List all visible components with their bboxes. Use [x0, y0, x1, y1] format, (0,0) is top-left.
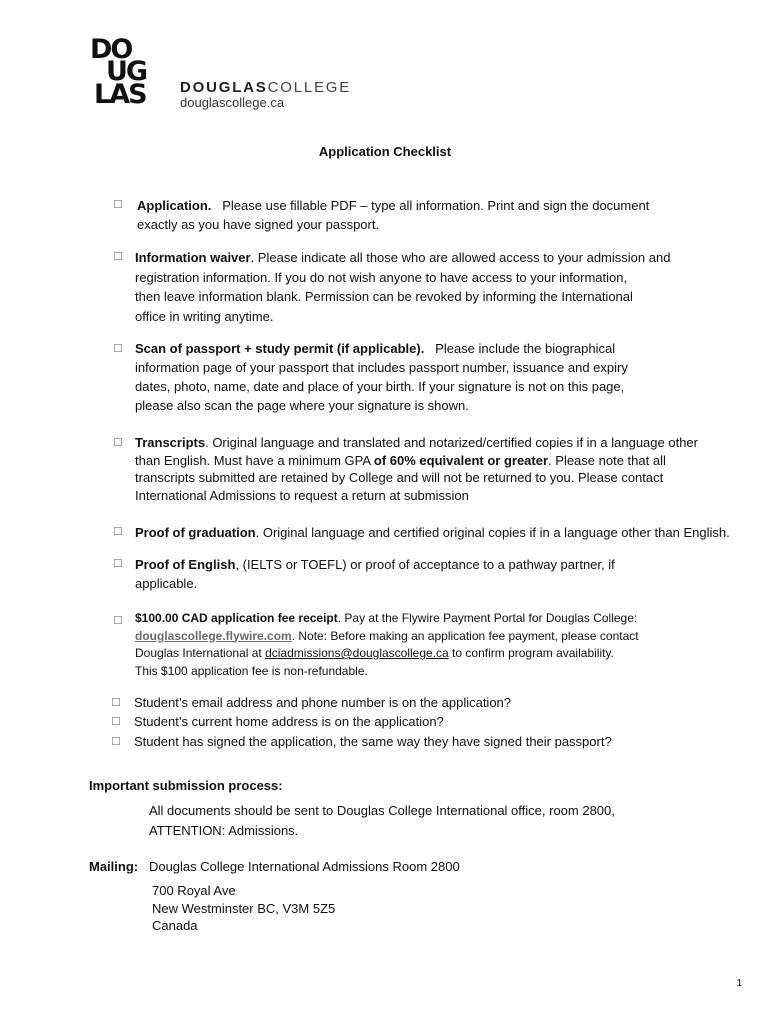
item-fee-text-3a: Douglas International at: [135, 646, 266, 660]
check-home-address: Student’s current home address is on the application?: [134, 714, 444, 729]
college-name: [180, 79, 351, 96]
mailing-address: [152, 882, 452, 935]
item-english-label: Proof of English: [135, 557, 236, 572]
item-application-label: Application.: [137, 198, 212, 213]
submission-line-1: All documents should be sent to Douglas College International office, room 2800,: [149, 803, 615, 818]
page-title: Application Checklist: [318, 144, 452, 159]
item-english-text: , (IELTS or TOEFL) or proof of acceptance to a pathway partner, if: [235, 557, 615, 572]
checkbox-check-email-phone[interactable]: ☐: [111, 696, 121, 709]
address-street: 700 Royal Ave: [152, 883, 236, 898]
mailing-label: Mailing:: [89, 859, 139, 874]
item-english: [135, 555, 695, 593]
item-transcripts-text-2c: . Please note that all: [548, 452, 666, 468]
item-fee-text-2: . Note: Before making an application fee payment, please contact: [291, 628, 639, 643]
logo-mark-line-3: LAS: [94, 79, 146, 110]
item-english-text-2: applicable.: [135, 576, 198, 591]
logo-mark-line-2: UG: [106, 56, 147, 87]
item-transcripts-text-2a: than English. Must have a minimum GPA: [135, 452, 374, 468]
item-passport-text-4: please also scan the page where your signature is shown.: [135, 398, 469, 413]
item-passport-text-2: information page of your passport that includes passport number, issuance and expiry: [135, 360, 628, 375]
item-waiver-text-3: then leave information blank. Permission can be revoked by informing the International: [135, 289, 633, 304]
item-application: [137, 196, 677, 234]
item-transcripts-text-3: transcripts submitted are retained by College and will not be returned to you. Please contact: [135, 470, 664, 485]
item-waiver-label: Information waiver: [135, 250, 251, 265]
college-logo-mark: [90, 34, 162, 110]
item-transcripts-gpa: of 60% equivalent or greater: [373, 452, 549, 468]
flywire-link[interactable]: douglascollege.flywire.com: [135, 628, 292, 643]
item-transcripts-text: . Original language and translated and notarized/certified copies if in a language other: [205, 435, 698, 450]
item-graduation: [135, 523, 750, 542]
address-country: Canada: [152, 918, 198, 933]
checkbox-check-signed[interactable]: ☐: [111, 735, 121, 748]
submission-line-2: ATTENTION: Admissions.: [149, 823, 299, 838]
item-application-text: Please use fillable PDF – type all information. Print and sign the document: [222, 198, 650, 213]
item-graduation-label: Proof of graduation: [135, 525, 256, 540]
item-passport-text: Please include the biographical: [435, 341, 616, 356]
item-fee-text-3b: to confirm program availability.: [448, 646, 614, 660]
college-url: douglascollege.ca: [180, 95, 285, 110]
admissions-email-link[interactable]: dciadmissions@douglascollege.ca: [265, 646, 449, 660]
page-number: 1: [736, 978, 742, 989]
checkbox-english[interactable]: ☐: [113, 557, 123, 570]
check-email-phone: Student’s email address and phone number is on the application?: [134, 695, 512, 710]
item-application-text-2: exactly as you have signed your passport.: [137, 217, 380, 232]
item-waiver-text-2: registration information. If you do not wish anyone to have access to your information,: [135, 269, 628, 285]
item-transcripts: [135, 434, 725, 504]
check-signed: Student has signed the application, the same way they have signed their passport?: [134, 734, 612, 749]
checkbox-transcripts[interactable]: ☐: [113, 436, 123, 449]
item-transcripts-label: Transcripts: [135, 435, 206, 450]
item-waiver: [135, 248, 695, 326]
submission-text: [149, 801, 709, 841]
item-transcripts-text-4: International Admissions to request a return at submission: [135, 487, 469, 503]
item-fee: [135, 610, 715, 680]
checkbox-application[interactable]: ☐: [113, 198, 123, 211]
checkbox-passport[interactable]: ☐: [113, 342, 123, 355]
checkbox-graduation[interactable]: ☐: [113, 525, 123, 538]
checkbox-check-home-address[interactable]: ☐: [111, 715, 121, 728]
item-waiver-text: . Please indicate all those who are allowed access to your admission and: [250, 250, 671, 265]
college-name-light: COLLEGE: [267, 79, 352, 96]
item-fee-text: . Pay at the Flywire Payment Portal for Douglas College:: [337, 611, 638, 625]
item-fee-label: $100.00 CAD application fee receipt: [135, 611, 338, 625]
checkbox-waiver[interactable]: ☐: [113, 250, 123, 263]
mailing-line: [89, 857, 589, 876]
item-graduation-text: . Original language and certified original copies if in a language other than English.: [255, 525, 730, 540]
item-waiver-text-4: office in writing anytime.: [135, 308, 274, 324]
submission-heading: Important submission process:: [89, 778, 283, 793]
item-fee-text-4: This $100 application fee is non-refundable.: [135, 663, 368, 678]
item-passport-text-3: dates, photo, name, date and place of your birth. If your signature is not on this page,: [135, 379, 625, 394]
logo-mark-line-1: DO: [90, 34, 132, 65]
checkbox-fee[interactable]: ☐: [113, 614, 123, 627]
item-passport: [135, 339, 669, 415]
college-name-bold: DOUGLAS: [180, 79, 268, 96]
mailing-recipient: Douglas College International Admissions Room 2800: [148, 859, 460, 874]
item-passport-label: Scan of passport + study permit (if applicable).: [135, 341, 425, 356]
address-city: New Westminster BC, V3M 5Z5: [152, 900, 336, 916]
